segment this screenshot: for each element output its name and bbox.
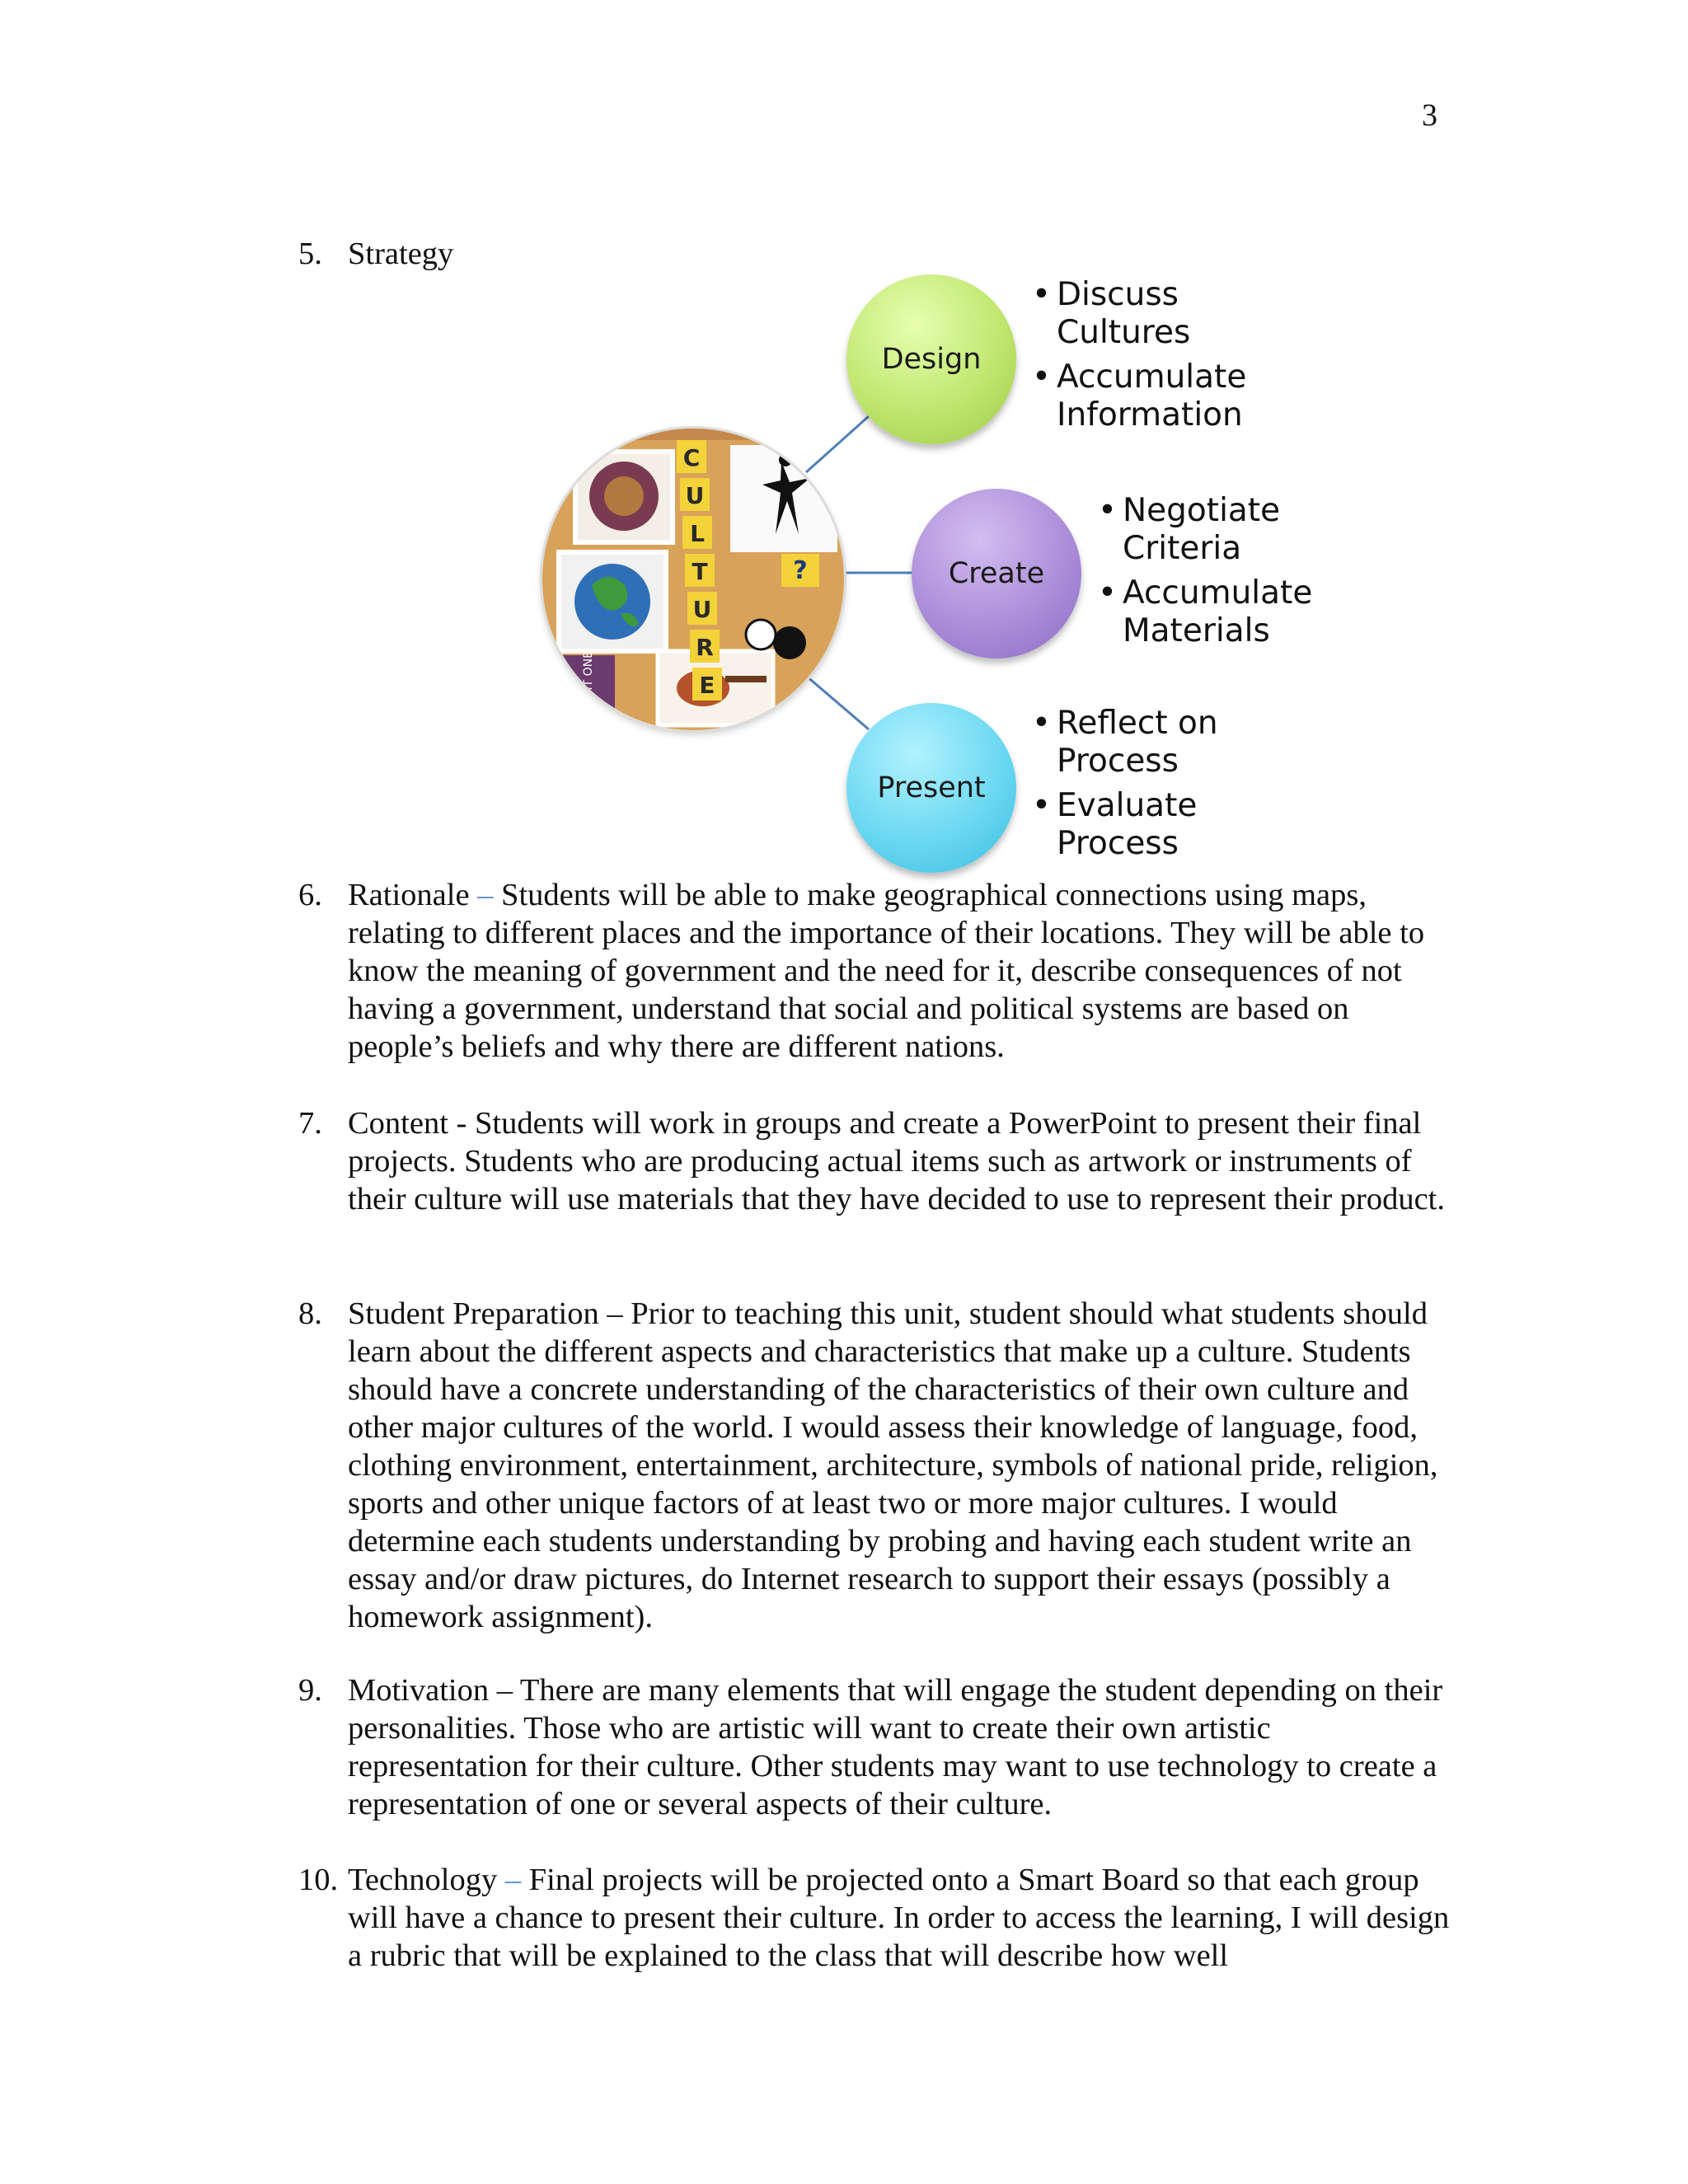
- hub-question-mark: ?: [793, 556, 808, 585]
- item-number: 6.: [298, 878, 322, 912]
- bullet-item: • Reflect on Process: [1030, 705, 1278, 780]
- connector-present: [806, 676, 869, 729]
- item-number: 9.: [298, 1673, 322, 1708]
- node-present: [846, 703, 1016, 873]
- item-number: 5.: [298, 237, 322, 271]
- bullet-item: • Evaluate Process: [1030, 787, 1278, 863]
- tile-letter: C: [682, 444, 701, 471]
- tile-letter: T: [692, 558, 708, 585]
- section-motivation: [298, 1671, 1452, 1823]
- technology-dash: –: [504, 1863, 522, 1897]
- hub-ticket-text: ADMIT ONE: [582, 651, 595, 717]
- strategy-title: Strategy: [348, 237, 454, 271]
- tile-letter: R: [696, 634, 714, 661]
- tile-letter: L: [690, 520, 705, 547]
- create-bullets: [1096, 492, 1343, 657]
- item-number: 7.: [298, 1106, 322, 1141]
- section-content: [298, 1104, 1452, 1218]
- section-rationale: [298, 876, 1452, 1066]
- node-present-label: Present: [877, 771, 986, 804]
- rationale-dash: –: [477, 878, 494, 912]
- connector-design: [806, 416, 869, 472]
- bullet-item: • Accumulate Materials: [1096, 574, 1343, 650]
- tile-letter: U: [685, 482, 705, 509]
- strategy-diagram: [528, 268, 1335, 878]
- present-bullets: [1030, 705, 1278, 869]
- motivation-text: Motivation – There are many elements that will engage the student depending on their personalities. Those who are artistic will want to create their own artistic representation for their culture. Other students may want to use technology to create a representation of one or several aspects of their culture.: [348, 1673, 1443, 1821]
- item-number: 8.: [298, 1296, 322, 1331]
- section-student-preparation: [298, 1295, 1452, 1636]
- page-number: 3: [1422, 98, 1437, 133]
- rationale-title: Rationale: [348, 878, 470, 912]
- item-number: 10.: [298, 1863, 339, 1897]
- bullet-item: • Accumulate Information: [1030, 359, 1278, 434]
- node-design-label: Design: [881, 343, 982, 376]
- node-create: [912, 489, 1081, 658]
- tile-letter: U: [692, 596, 712, 623]
- node-design: [846, 274, 1016, 444]
- culture-collage-art: [542, 429, 844, 730]
- design-bullets: [1030, 276, 1278, 441]
- node-create-label: Create: [948, 557, 1045, 590]
- bullet-item: • Negotiate Criteria: [1096, 492, 1343, 568]
- student-preparation-text: Student Preparation – Prior to teaching this unit, student should what students should learn about the different aspects and characteristics that make up a culture. Students should have a concrete understanding of the characteristics of their own culture and other major cultures of the world. I would assess their knowledge of language, food, clothing environment, entertainment, architecture, symbols of national pride, religion, sports and other unique factors of at least two or more major cultures. I would determine each students understanding by probing and having each student write an essay and/or draw pictures, do Internet research to support their essays (possibly a homework assignment).: [348, 1296, 1438, 1634]
- bullet-item: • Discuss Cultures: [1030, 276, 1278, 352]
- rationale-text: Students will be able to make geographical connections using maps, relating to different places and the importance of their locations. They will be able to know the meaning of government and the need for it, describe consequences of not having a government, understand that social and political systems are based on people’s beliefs and why there are different nations.: [348, 878, 1425, 1064]
- technology-text: Final projects will be projected onto a Smart Board so that each group will have a chance to present their culture. In order to access the learning, I will design a rubric that will be explained to the class that will describe how well: [348, 1863, 1450, 1973]
- culture-collage-image: [542, 429, 844, 730]
- tile-letter: E: [699, 672, 715, 699]
- section-technology: [298, 1861, 1452, 1975]
- content-text: Content - Students will work in groups and create a PowerPoint to present their final projects. Students who are producing actual items such as artwork or instruments of their culture will use materials that they have decided to use to represent their product.: [348, 1106, 1445, 1216]
- technology-title: Technology: [348, 1863, 498, 1897]
